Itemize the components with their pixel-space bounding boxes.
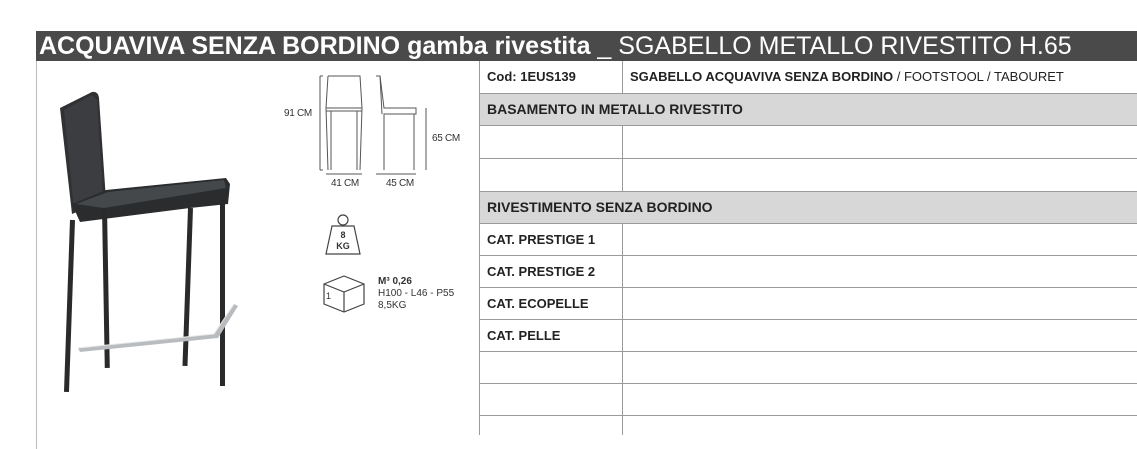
table-cell [623, 125, 1137, 158]
covering-header: RIVESTIMENTO SENZA BORDINO [480, 191, 1137, 223]
dim-depth: 45 CM [386, 178, 414, 189]
category-label: CAT. PELLE [480, 319, 623, 351]
covering-header-row [480, 191, 1137, 223]
code-row [480, 61, 1137, 93]
title-light: _ SGABELLO METALLO RIVESTITO H.65 [590, 32, 1072, 60]
left-border-line [36, 61, 37, 449]
table-cell [623, 351, 1137, 383]
stool-photo [40, 80, 250, 400]
category-label: CAT. ECOPELLE [480, 287, 623, 319]
description-light: / FOOTSTOOL / TABOURET [893, 69, 1064, 85]
packaging-info [378, 276, 454, 312]
table-cell [480, 351, 623, 383]
packaging-volume: M³ 0,26 [378, 276, 412, 287]
category-label: CAT. PRESTIGE 2 [480, 255, 623, 287]
title-bold: ACQUAVIVA SENZA BORDINO gamba rivestita [39, 32, 591, 60]
packaging-size: H100 - L46 - P55 [378, 288, 455, 299]
table-cell [623, 223, 1137, 255]
table-cell [623, 383, 1137, 415]
table-row [480, 255, 1137, 287]
description-bold: SGABELLO ACQUAVIVA SENZA BORDINO [630, 69, 894, 85]
table-row [480, 383, 1137, 415]
table-cell [623, 287, 1137, 319]
base-header: BASAMENTO IN METALLO RIVESTITO [480, 93, 1137, 125]
page-title [36, 31, 1137, 61]
table-cell [480, 415, 623, 435]
dim-height-total: 91 CM [284, 108, 312, 119]
base-header-row [480, 93, 1137, 125]
weight-value: 8 [340, 230, 346, 240]
product-code: Cod: 1EUS139 [480, 61, 623, 93]
table-row [480, 158, 1137, 191]
product-description [623, 61, 1137, 93]
table-cell [623, 158, 1137, 191]
table-row [480, 319, 1137, 351]
table-cell [623, 319, 1137, 351]
spec-table [479, 61, 1137, 435]
table-row [480, 125, 1137, 158]
weight-unit: KG [336, 241, 350, 251]
table-cell [480, 383, 623, 415]
category-label: CAT. PRESTIGE 1 [480, 223, 623, 255]
table-cell [623, 415, 1137, 435]
table-cell [623, 255, 1137, 287]
table-row [480, 287, 1137, 319]
packaging-weight: 8,5KG [378, 300, 407, 311]
table-cell [480, 158, 623, 191]
package-count: 1 [326, 291, 331, 301]
table-row [480, 415, 1137, 435]
dim-seat-height: 65 CM [432, 133, 460, 144]
table-cell [480, 125, 623, 158]
dim-width: 41 CM [331, 178, 359, 189]
table-row [480, 223, 1137, 255]
table-row [480, 351, 1137, 383]
